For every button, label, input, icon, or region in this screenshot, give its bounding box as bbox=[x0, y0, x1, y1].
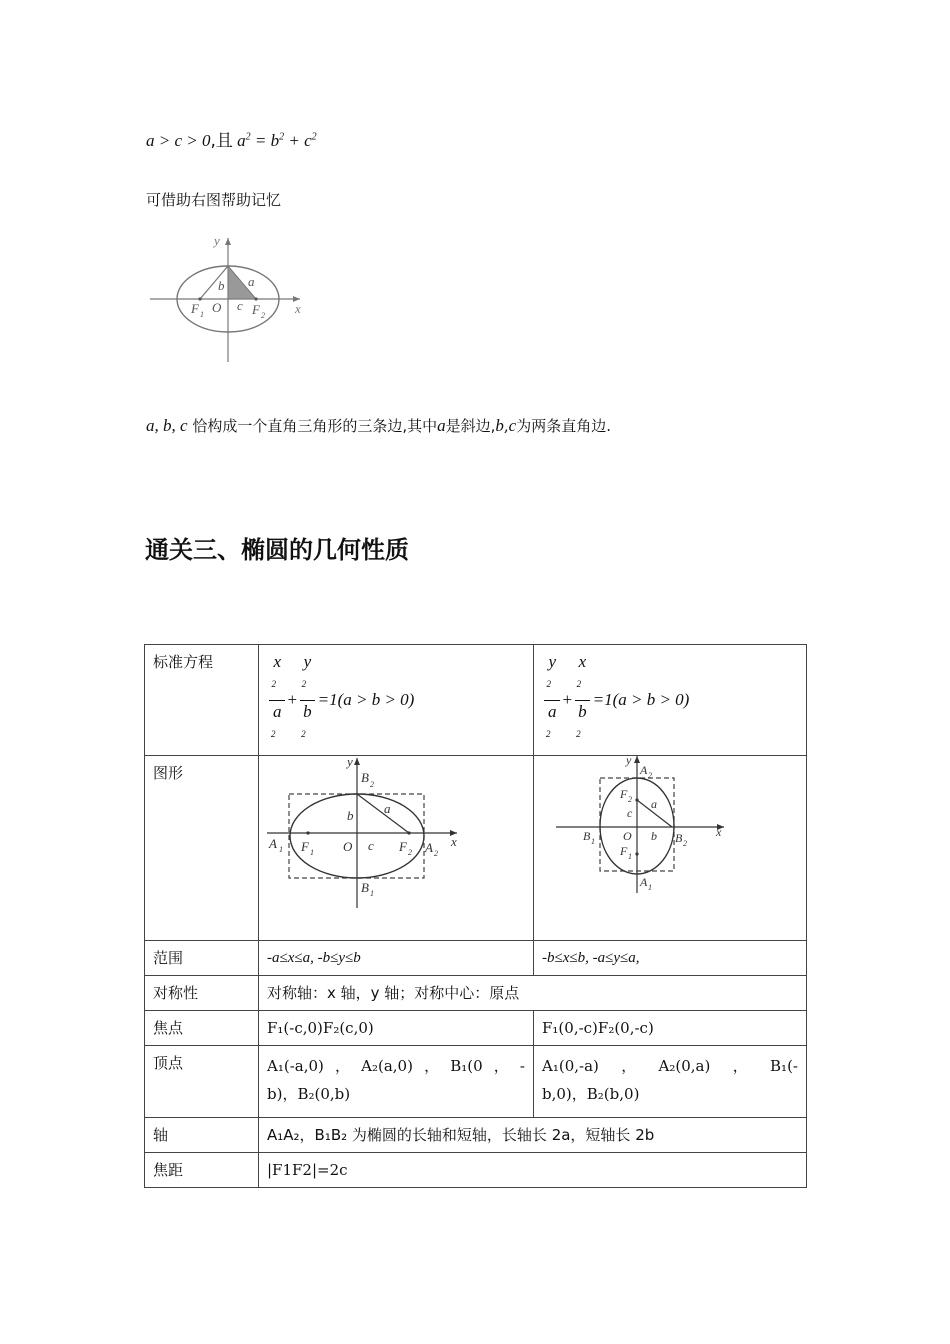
focal-distance-value: |F1F2|=2c bbox=[259, 1153, 807, 1188]
svg-text:x: x bbox=[295, 301, 301, 316]
inequality: a > c > 0 bbox=[146, 131, 211, 150]
focus-vertical: F₁(0,-c)F₂(0,-c) bbox=[534, 1011, 807, 1046]
svg-text:F: F bbox=[191, 301, 199, 316]
svg-text:1: 1 bbox=[370, 889, 374, 899]
svg-text:y: y bbox=[214, 233, 220, 248]
svg-text:O: O bbox=[343, 839, 353, 855]
table-row bbox=[145, 1046, 807, 1118]
svg-text:1: 1 bbox=[648, 883, 652, 893]
equation-vertical: y $^2$ a $^2$ + x $^2$ b $^2$ =1(a > b > 0) bbox=[534, 645, 807, 756]
figure-horizontal-ellipse bbox=[259, 756, 534, 941]
svg-text:1: 1 bbox=[591, 837, 595, 847]
svg-text:a: a bbox=[384, 801, 391, 817]
svg-text:1: 1 bbox=[628, 852, 632, 862]
svg-text:c: c bbox=[368, 838, 374, 854]
svg-text:2: 2 bbox=[408, 848, 412, 858]
svg-text:2: 2 bbox=[434, 849, 438, 859]
pythagorean-equation: $a^2 = b^2 + c^2$ bbox=[237, 131, 317, 150]
svg-text:x: x bbox=[451, 834, 457, 850]
svg-text:F: F bbox=[620, 787, 628, 802]
table-row bbox=[145, 1118, 807, 1153]
svg-text:1: 1 bbox=[279, 845, 283, 855]
row-label: 焦距 bbox=[145, 1153, 259, 1188]
svg-text:1: 1 bbox=[310, 848, 314, 858]
svg-text:O: O bbox=[623, 829, 632, 844]
table-row bbox=[145, 941, 807, 976]
table-row bbox=[145, 976, 807, 1011]
symmetry-value: 对称轴：x 轴，y 轴；对称中心：原点 bbox=[259, 976, 807, 1011]
range-horizontal: -a≤x≤a, -b≤y≤b bbox=[259, 941, 534, 976]
table-row bbox=[145, 756, 807, 941]
table-row bbox=[145, 1153, 807, 1188]
svg-text:B: B bbox=[583, 829, 591, 844]
ellipse-triangle-figure bbox=[148, 230, 313, 365]
svg-text:y: y bbox=[347, 756, 353, 770]
row-label: 标准方程 bbox=[145, 645, 259, 756]
vertex-vertical: A₁(0,-a) ， A₂(0,a) ， B₁(- b,0)，B₂(b,0) bbox=[534, 1046, 807, 1118]
svg-text:b: b bbox=[347, 808, 354, 824]
svg-text:2: 2 bbox=[261, 311, 265, 320]
table-row bbox=[145, 645, 807, 756]
table-row bbox=[145, 1011, 807, 1046]
svg-text:a: a bbox=[651, 797, 657, 812]
vertex-horizontal: A₁(-a,0) ， A₂(a,0) ， B₁(0 ， - b)，B₂(0,b) bbox=[259, 1046, 534, 1118]
svg-text:1: 1 bbox=[200, 310, 204, 319]
svg-text:A: A bbox=[425, 840, 433, 856]
svg-text:F: F bbox=[252, 302, 260, 317]
svg-text:a: a bbox=[248, 274, 255, 289]
svg-text:B: B bbox=[361, 880, 369, 896]
row-label: 顶点 bbox=[145, 1046, 259, 1118]
svg-text:F: F bbox=[301, 839, 309, 855]
svg-text:A: A bbox=[269, 836, 277, 852]
triangle-explanation: a, b, c 恰构成一个直角三角形的三条边,其中a是斜边,b,c为两条直角边. bbox=[146, 416, 611, 435]
svg-text:2: 2 bbox=[370, 780, 374, 790]
figure-vertical-ellipse bbox=[534, 756, 807, 941]
row-label: 轴 bbox=[145, 1118, 259, 1153]
svg-text:c: c bbox=[237, 298, 243, 313]
joiner-text: ,且 bbox=[210, 131, 233, 151]
svg-text:A: A bbox=[640, 875, 648, 890]
row-label: 焦点 bbox=[145, 1011, 259, 1046]
svg-text:B: B bbox=[675, 831, 683, 846]
focus-horizontal: F₁(-c,0)F₂(c,0) bbox=[259, 1011, 534, 1046]
row-label: 图形 bbox=[145, 756, 259, 941]
svg-text:c: c bbox=[627, 806, 633, 821]
svg-text:b: b bbox=[651, 829, 657, 844]
svg-text:x: x bbox=[716, 825, 722, 840]
equation-horizontal: x $^2$ a $^2$ + y $^2$ b $^2$ =1(a > b > 0) bbox=[259, 645, 534, 756]
memory-hint: 可借助右图帮助记忆 bbox=[146, 191, 282, 209]
axis-value: A₁A₂，B₁B₂ 为椭圆的长轴和短轴，长轴长 2a，短轴长 2b bbox=[259, 1118, 807, 1153]
svg-text:2: 2 bbox=[628, 795, 632, 805]
svg-text:b: b bbox=[218, 278, 225, 293]
svg-text:B: B bbox=[361, 770, 369, 786]
ellipse-properties-table bbox=[144, 644, 807, 1188]
svg-text:O: O bbox=[212, 300, 222, 315]
svg-text:2: 2 bbox=[683, 839, 687, 849]
svg-text:F: F bbox=[399, 839, 407, 855]
svg-text:A: A bbox=[640, 763, 648, 778]
row-label: 对称性 bbox=[145, 976, 259, 1011]
section-heading: 通关三、椭圆的几何性质 bbox=[145, 536, 409, 564]
row-label: 范围 bbox=[145, 941, 259, 976]
relation-line bbox=[146, 126, 317, 151]
svg-text:2: 2 bbox=[648, 771, 652, 781]
svg-text:F: F bbox=[620, 844, 628, 859]
range-vertical: -b≤x≤b, -a≤y≤a, bbox=[534, 941, 807, 976]
svg-text:y: y bbox=[626, 756, 632, 768]
